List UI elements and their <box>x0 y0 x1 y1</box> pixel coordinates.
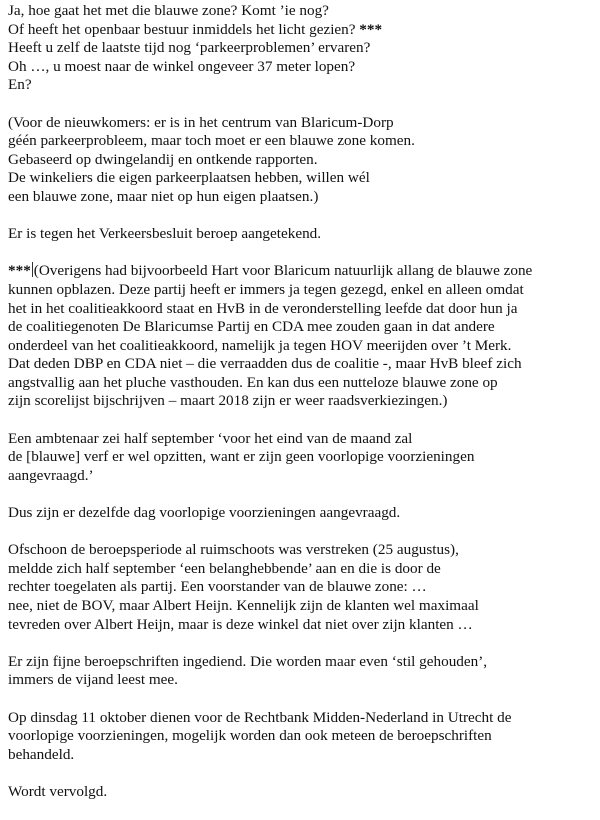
text-line: Heeft u zelf de laatste tijd nog ‘parkeerproblemen’ ervaren? <box>8 39 371 57</box>
document-body <box>8 2 596 820</box>
text-line: Op dinsdag 11 oktober dienen voor de Rechtbank Midden-Nederland in Utrecht de <box>8 708 512 726</box>
text-cursor <box>32 262 33 277</box>
paragraph-to-be-continued <box>8 783 596 802</box>
text-line: aangevraagd.’ <box>8 466 94 484</box>
text-line: Dus zijn er dezelfde dag voorlopige voorzieningen aangevraagd. <box>8 504 401 522</box>
paragraph-appeal <box>8 225 596 244</box>
text-line: voorlopige voorzieningen, mogelijk worden dan ook meteen de beroepschriften <box>8 727 492 745</box>
paragraph-provisional-measures <box>8 504 596 523</box>
paragraph-intro-questions <box>8 2 596 95</box>
text-line: (Voor de nieuwkomers: er is in het centrum van Blaricum-Dorp <box>8 113 394 131</box>
text-line: Dat deden DBP en CDA niet – die verraadden dus de coalitie -, maar HvB bleef zich <box>8 355 522 373</box>
text-line <box>8 262 596 281</box>
paragraph-newcomers-note <box>8 114 596 207</box>
text-line: En? <box>8 76 32 94</box>
text-line: een blauwe zone, maar niet op hun eigen plaatsen.) <box>8 187 319 205</box>
text-line: de coalitiegenoten De Blaricumse Partij en CDA mee zouden gaan in dat andere <box>8 318 495 336</box>
text-line: de [blauwe] verf er wel opzitten, want er zijn geen voorlopige voorzieningen <box>8 448 475 466</box>
paragraph-official-quote <box>8 430 596 486</box>
text-line: kunnen opblazen. Deze partij heeft er immers ja tegen gezegd, enkel en alleen omdat <box>8 280 524 298</box>
text-line: rechter toegelaten als partij. Een voorstander van de blauwe zone: … <box>8 578 427 596</box>
text-line: De winkeliers die eigen parkeerplaatsen hebben, willen wél <box>8 169 370 187</box>
text-line: tevreden over Albert Heijn, maar is deze winkel dat niet over zijn klanten … <box>8 615 473 633</box>
footnote-marker: *** <box>359 20 383 38</box>
text-line: zijn scorelijst bijschrijven – maart 2018 zijn er weer raadsverkiezingen.) <box>8 392 448 410</box>
text-line: Gebaseerd op dwingelandij en ontkende rapporten. <box>8 150 318 168</box>
text-line-content: (Overigens had bijvoorbeeld Hart voor Blaricum natuurlijk allang de blauwe zone <box>33 262 533 280</box>
text-line <box>8 21 596 40</box>
text-line: géén parkeerprobleem, maar toch moet er een blauwe zone komen. <box>8 132 415 150</box>
text-line: Er is tegen het Verkeersbesluit beroep aangetekend. <box>8 225 322 243</box>
text-line: Oh …, u moest naar de winkel ongeveer 37 meter lopen? <box>8 57 356 75</box>
paragraph-appeals-filed <box>8 653 596 690</box>
text-line: Een ambtenaar zei half september ‘voor het eind van de maand zal <box>8 429 413 447</box>
text-line-content: Of heeft het openbaar bestuur inmiddels het licht gezien? <box>8 20 356 38</box>
paragraph-interested-party <box>8 541 596 634</box>
text-line: Wordt vervolgd. <box>8 782 108 800</box>
text-line: Ofschoon de beroepsperiode al ruimschoots was verstreken (25 augustus), <box>8 541 459 559</box>
footnote-marker: *** <box>8 262 31 280</box>
text-line: immers de vijand leest mee. <box>8 671 178 689</box>
text-line: meldde zich half september ‘een belanghebbende’ aan en die is door de <box>8 559 441 577</box>
text-line: onderdeel van het coalitieakkoord, namelijk ja tegen HOV meerijden over ’t Merk. <box>8 336 512 354</box>
text-line: angstvallig aan het pluche vasthouden. En kan dus een nutteloze blauwe zone op <box>8 373 498 391</box>
text-line: nee, niet de BOV, maar Albert Heijn. Kennelijk zijn de klanten wel maximaal <box>8 597 479 614</box>
text-line: Ja, hoe gaat het met die blauwe zone? Komt ’ie nog? <box>8 2 329 19</box>
paragraph-court-date <box>8 709 596 765</box>
text-line: Er zijn fijne beroepschriften ingediend. Die worden maar even ‘stil gehouden’, <box>8 652 488 670</box>
text-line: het in het coalitieakkoord staat en HvB in de veronderstelling leefde dat door hun ja <box>8 299 518 317</box>
text-line: behandeld. <box>8 745 75 763</box>
paragraph-footnote <box>8 262 596 411</box>
